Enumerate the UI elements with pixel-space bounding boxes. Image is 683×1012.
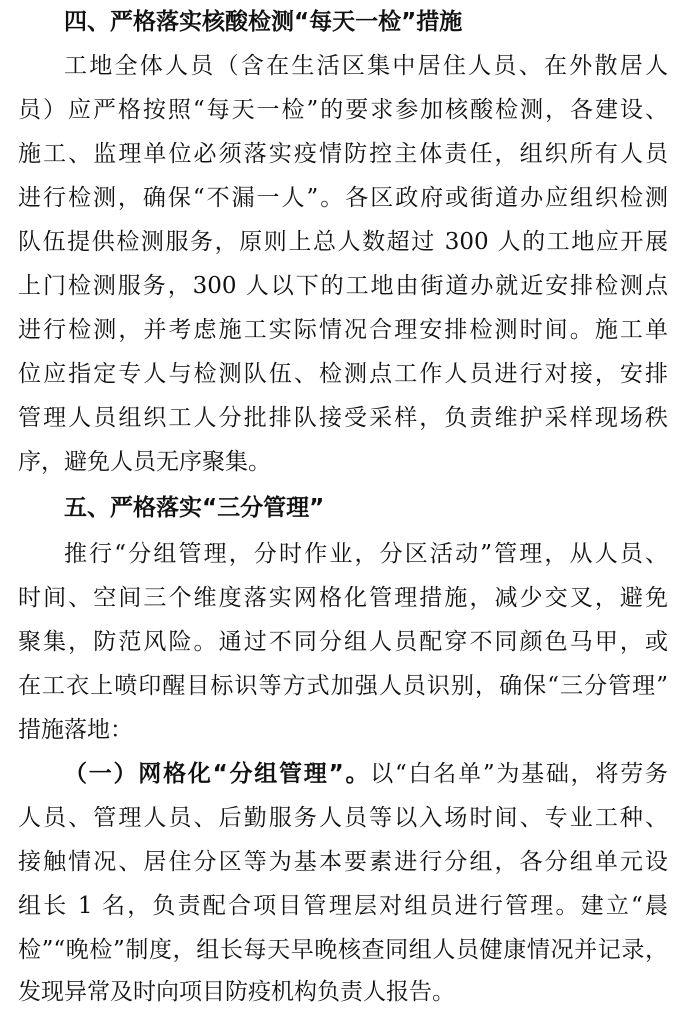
paragraph-line: 推行“分组管理，分时作业，分区活动”管理，从人员、 bbox=[64, 541, 668, 567]
paragraph-line: 进行检测，并考虑施工实际情况合理安排检测时间。施工单 bbox=[18, 317, 668, 343]
item-1-lead: （一）网格化“分组管理”。 bbox=[64, 761, 371, 787]
paragraph-line: 在工衣上喷印醒目标识等方式加强人员识别，确保“三分管理” bbox=[18, 673, 668, 699]
paragraph-line: 施工、监理单位必须落实疫情防控主体责任，组织所有人员 bbox=[18, 141, 668, 167]
paragraph-line: 进行检测，确保“不漏一人”。各区政府或街道办应组织检测 bbox=[18, 185, 668, 211]
section-5-heading: 五、严格落实“三分管理” bbox=[64, 495, 325, 521]
paragraph-line: 聚集，防范风险。通过不同分组人员配穿不同颜色马甲，或 bbox=[18, 629, 668, 655]
paragraph-line: 队伍提供检测服务，原则上总人数超过 300 人的工地应开展 bbox=[18, 229, 668, 255]
paragraph-line: 发现异常及时向项目防疫机构负责人报告。 bbox=[18, 979, 455, 1005]
paragraph-line: 位应指定专人与检测队伍、检测点工作人员进行对接，安排 bbox=[18, 361, 668, 387]
paragraph-line: 人员、管理人员、后勤服务人员等以入场时间、专业工种、 bbox=[18, 805, 668, 831]
paragraph-line: 序，避免人员无序聚集。 bbox=[18, 449, 271, 475]
paragraph-line: 员）应严格按照“每天一检”的要求参加核酸检测，各建设、 bbox=[18, 97, 668, 123]
paragraph-line: 组长 1 名，负责配合项目管理层对组员进行管理。建立“晨 bbox=[18, 893, 668, 919]
paragraph-line: 管理人员组织工人分批排队接受采样，负责维护采样现场秩 bbox=[18, 405, 668, 431]
item-1-first-rest: 以“白名单”为基础，将劳务 bbox=[370, 761, 668, 787]
paragraph-line: 工地全体人员（含在生活区集中居住人员、在外散居人 bbox=[64, 53, 668, 79]
paragraph-line: 措施落地： bbox=[18, 717, 133, 743]
paragraph-line: 时间、空间三个维度落实网格化管理措施，减少交叉，避免 bbox=[18, 585, 668, 611]
paragraph-line: 检”“晚检”制度，组长每天早晚核查同组人员健康情况并记录， bbox=[18, 937, 668, 963]
paragraph-line: 接触情况、居住分区等为基本要素进行分组，各分组单元设 bbox=[18, 849, 668, 875]
section-4-heading: 四、严格落实核酸检测“每天一检”措施 bbox=[64, 9, 463, 35]
item-1-first-line bbox=[64, 754, 668, 794]
paragraph-line: 上门检测服务，300 人以下的工地由街道办就近安排检测点 bbox=[18, 273, 668, 299]
